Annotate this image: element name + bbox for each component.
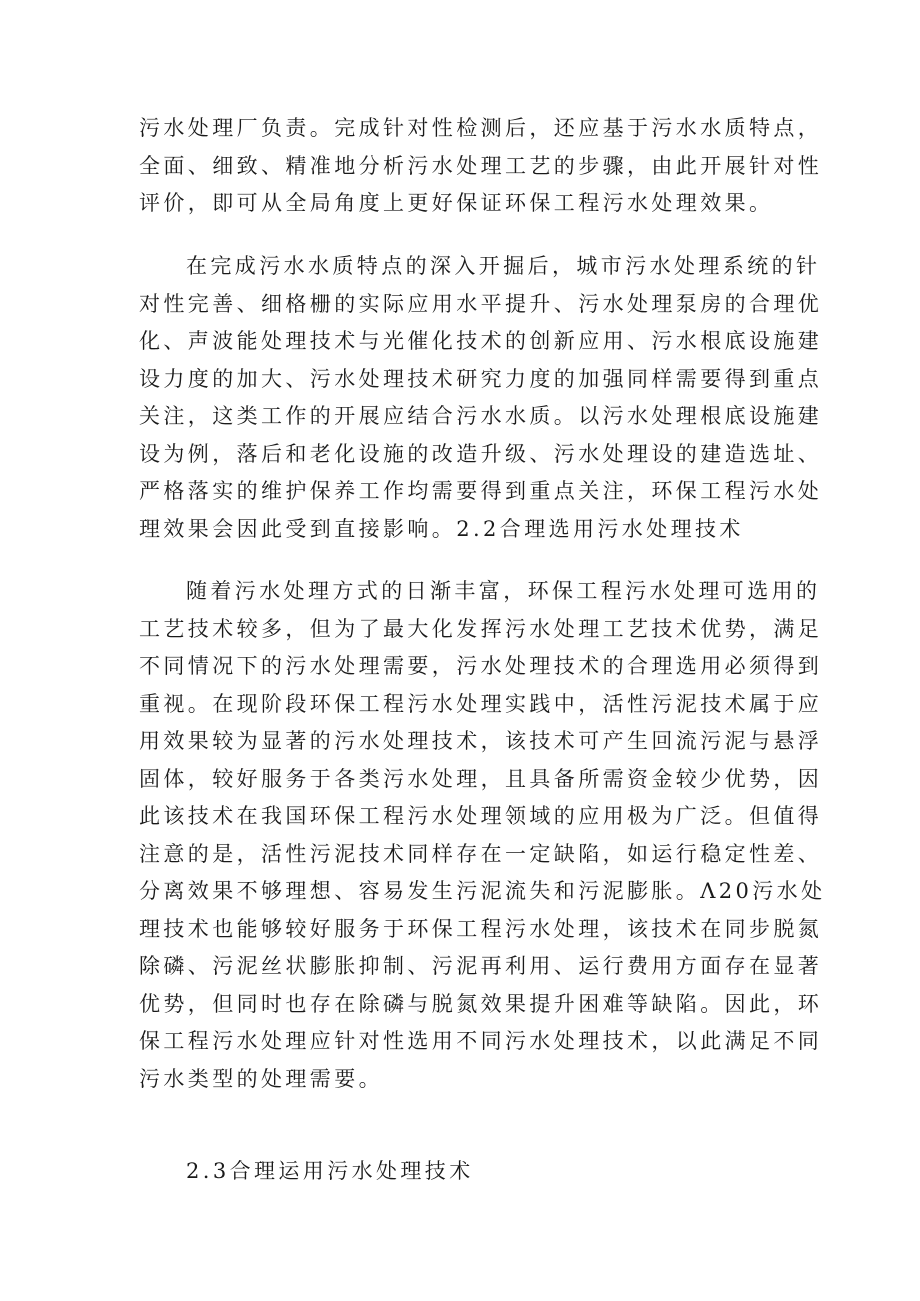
section-heading-2-3 bbox=[139, 1153, 799, 1191]
text-line: 分离效果不够理想、容易发生污泥流失和污泥膨胀。Λ20污水处 bbox=[139, 879, 826, 903]
text-line: 严格落实的维护保养工作均需要得到重点关注，环保工程污水处 bbox=[139, 479, 823, 503]
text-line: 化、声波能处理技术与光催化技术的创新应用、污水根底设施建 bbox=[139, 329, 823, 353]
text-line: 用效果较为显著的污水处理技术，该技术可产生回流污泥与悬浮 bbox=[139, 729, 823, 753]
text-line: 设为例，落后和老化设施的改造升级、污水处理设的建造选址、 bbox=[139, 441, 823, 466]
text-line: 污水类型的处理需要。 bbox=[139, 1066, 383, 1091]
text-line: 除磷、污泥丝状膨胀抑制、污泥再利用、运行费用方面存在显著 bbox=[139, 954, 823, 978]
text-line: 不同情况下的污水处理需要，污水处理技术的合理选用必须得到 bbox=[139, 654, 823, 678]
text-line: 注意的是，活性污泥技术同样存在一定缺陷，如运行稳定性差、 bbox=[139, 841, 823, 866]
text-line: 固体，较好服务于各类污水处理，且具备所需资金较少优势，因 bbox=[139, 766, 823, 791]
text-line: 在完成污水水质特点的深入开掘后，城市污水处理系统的针 bbox=[186, 254, 821, 278]
text-line: 关注，这类工作的开展应结合污水水质。以污水处理根底设施建 bbox=[139, 404, 823, 428]
paragraph-1 bbox=[139, 110, 823, 223]
text-line: 对性完善、细格栅的实际应用水平提升、污水处理泵房的合理优 bbox=[139, 291, 823, 316]
text-line: 全面、细致、精准地分析污水处理工艺的步骤，由此开展针对性 bbox=[139, 153, 823, 178]
text-line: 评价，即可从全局角度上更好保证环保工程污水处理效果。 bbox=[139, 191, 774, 215]
text-line: 此该技术在我国环保工程污水处理领域的应用极为广泛。但值得 bbox=[139, 804, 823, 828]
text-line: 理技术也能够较好服务于环保工程污水处理，该技术在同步脱氮 bbox=[139, 916, 823, 941]
text-line: 重视。在现阶段环保工程污水处理实践中，活性污泥技术属于应 bbox=[139, 691, 823, 716]
text-line: 工艺技术较多，但为了最大化发挥污水处理工艺技术优势，满足 bbox=[139, 616, 823, 641]
text-line: 随着污水处理方式的日渐丰富，环保工程污水处理可选用的 bbox=[186, 579, 821, 603]
text-line: 污水处理厂负责。完成针对性检测后，还应基于污水水质特点， bbox=[139, 116, 823, 140]
text-line: 优势，但同时也存在除磷与脱氮效果提升困难等缺陷。因此，环 bbox=[139, 991, 823, 1016]
text-line: 设力度的加大、污水处理技术研究力度的加强同样需要得到重点 bbox=[139, 366, 823, 391]
text-line: 理效果会因此受到直接影响。2.2合理选用污水处理技术 bbox=[139, 516, 744, 541]
paragraph-2 bbox=[139, 248, 823, 548]
heading-text: 2.3合理运用污水处理技术 bbox=[186, 1159, 474, 1183]
paragraph-3 bbox=[139, 573, 826, 1098]
text-line: 保工程污水处理应针对性选用不同污水处理技术，以此满足不同 bbox=[139, 1029, 823, 1053]
